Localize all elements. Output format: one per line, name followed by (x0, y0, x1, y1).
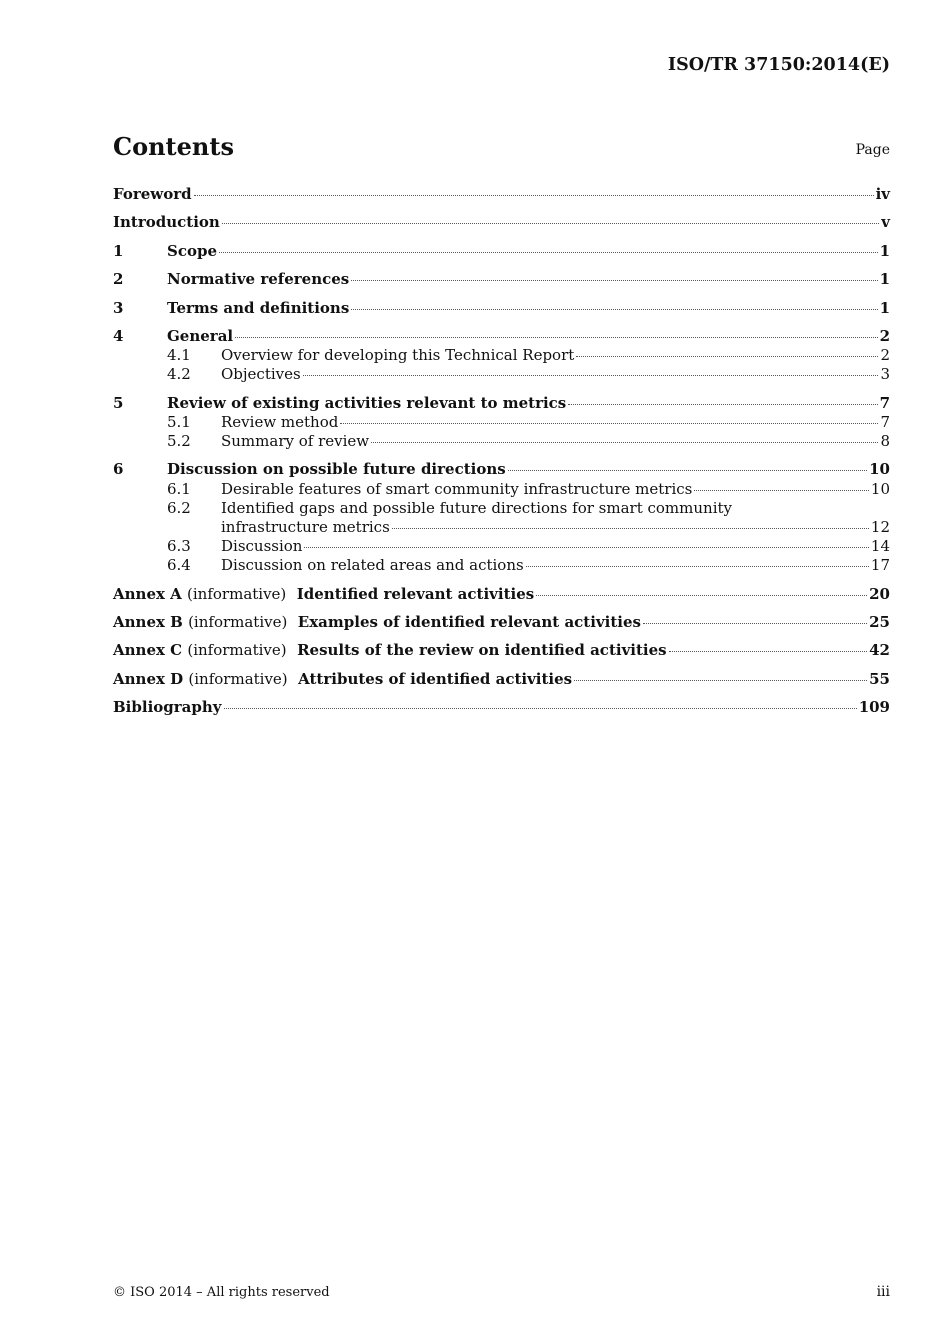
toc-title: Terms and definitions (167, 298, 350, 317)
toc-annex-label: Annex D (113, 669, 184, 688)
toc-entry-overview[interactable] (113, 346, 890, 365)
toc-title: Discussion on possible future directions (167, 460, 506, 479)
footer-copyright: © ISO 2014 – All rights reserved (113, 1285, 330, 1300)
toc-title: Discussion (221, 537, 303, 556)
toc-entry-scope[interactable] (113, 242, 890, 261)
toc-page: v (881, 213, 890, 232)
toc-entry-review-method[interactable] (113, 413, 890, 432)
toc-page: 3 (880, 365, 890, 384)
toc-page: 2 (880, 346, 890, 365)
toc-leader (576, 356, 878, 357)
toc-leader (643, 623, 867, 624)
toc-title: Scope (167, 241, 218, 260)
toc-leader (669, 651, 868, 652)
toc-page: 25 (869, 613, 890, 632)
toc-page: 17 (870, 556, 890, 575)
toc-title: Results of the review on identified activities (297, 641, 667, 660)
toc-number: 5.2 (167, 432, 191, 450)
toc-entry-normative-references[interactable] (113, 270, 890, 289)
toc-leader (235, 337, 877, 338)
toc-number: 4 (113, 326, 124, 345)
toc-title: Overview for developing this Technical Report (221, 346, 575, 365)
toc-title: Summary of review (221, 432, 370, 450)
toc-number: 5 (113, 393, 124, 412)
toc-number: 3 (113, 298, 124, 317)
toc-page: 1 (879, 241, 890, 260)
toc-annex-label: Annex B (113, 613, 183, 632)
footer-page-number: iii (876, 1284, 890, 1300)
toc-leader (304, 547, 868, 548)
toc-entry-identified-gaps-continued[interactable] (113, 518, 890, 537)
toc-title: Identified relevant activities (296, 584, 535, 603)
toc-page: 55 (869, 669, 890, 688)
toc-entry-objectives[interactable] (113, 365, 890, 384)
toc-title: Identified gaps and possible future directions for smart community (221, 498, 732, 517)
toc-page: 7 (879, 393, 890, 412)
toc-leader (536, 595, 867, 596)
toc-annex-label: Annex A (113, 584, 182, 603)
toc-number: 4.2 (167, 365, 191, 384)
page-title: Contents (113, 132, 234, 161)
toc-title: Review of existing activities relevant to metrics (167, 393, 567, 412)
toc-leader (224, 708, 857, 709)
toc-entry-annex-a[interactable] (113, 585, 890, 604)
toc-number: 6.3 (167, 537, 191, 556)
toc-leader (351, 309, 877, 310)
toc-leader (371, 442, 878, 443)
toc-leader (340, 423, 878, 424)
toc-number: 6 (113, 460, 124, 479)
toc-entry-annex-b[interactable] (113, 613, 890, 632)
toc-entry-identified-gaps[interactable] (113, 499, 890, 518)
toc-leader (526, 566, 869, 567)
toc-title: Objectives (221, 365, 301, 384)
toc-leader (574, 680, 867, 681)
toc-leader (222, 223, 879, 224)
toc-number: 2 (113, 270, 124, 289)
toc-leader (194, 195, 874, 196)
page-column-label: Page (855, 142, 890, 158)
toc-entry-terms-and-definitions[interactable] (113, 299, 890, 318)
toc-entry-bibliography[interactable] (113, 698, 890, 717)
toc-page: 1 (879, 270, 890, 289)
toc-entry-introduction[interactable] (113, 213, 890, 232)
toc-annex-type: (informative) (188, 613, 288, 632)
toc-page: 8 (880, 432, 890, 450)
toc-title: Review method (221, 412, 339, 431)
toc-page: 12 (870, 517, 890, 536)
toc-page: 42 (869, 641, 890, 660)
table-of-contents (113, 185, 890, 717)
toc-page: 1 (879, 298, 890, 317)
toc-entry-related-areas[interactable] (113, 556, 890, 575)
toc-page: 20 (869, 584, 890, 603)
toc-entry-annex-d[interactable] (113, 670, 890, 689)
toc-number: 6.2 (167, 498, 191, 517)
toc-entry-future-directions[interactable] (113, 460, 890, 479)
toc-number: 5.1 (167, 412, 191, 431)
toc-title: Desirable features of smart community infrastructure metrics (221, 479, 693, 498)
toc-leader (219, 252, 878, 253)
toc-leader (568, 404, 877, 405)
toc-annex-type: (informative) (187, 584, 287, 603)
toc-number: 6.1 (167, 479, 191, 498)
toc-page: iv (875, 185, 890, 203)
toc-leader (303, 375, 879, 376)
document-id: ISO/TR 37150:2014(E) (667, 55, 890, 75)
toc-title: Discussion on related areas and actions (221, 556, 524, 575)
toc-title: infrastructure metrics (221, 517, 390, 536)
toc-title: Foreword (113, 185, 192, 203)
toc-number: 6.4 (167, 556, 191, 575)
toc-title: General (167, 326, 234, 345)
toc-leader (351, 280, 877, 281)
toc-page: 2 (879, 326, 890, 345)
toc-leader (694, 490, 869, 491)
toc-entry-summary-of-review[interactable] (113, 432, 890, 451)
toc-number: 4.1 (167, 346, 191, 365)
toc-page: 7 (880, 412, 890, 431)
toc-title: Introduction (113, 213, 220, 232)
toc-page: 109 (858, 698, 890, 717)
toc-title: Examples of identified relevant activities (297, 613, 641, 632)
toc-leader (508, 470, 867, 471)
toc-page: 10 (869, 460, 890, 479)
toc-title: Normative references (167, 270, 350, 289)
toc-entry-desirable-features[interactable] (113, 480, 890, 499)
toc-entry-discussion[interactable] (113, 537, 890, 556)
toc-annex-label: Annex C (113, 641, 183, 660)
toc-entry-annex-c[interactable] (113, 641, 890, 660)
toc-page: 14 (870, 537, 890, 556)
toc-title: Attributes of identified activities (298, 669, 573, 688)
toc-entry-general[interactable] (113, 327, 890, 346)
toc-leader (392, 528, 869, 529)
toc-annex-type: (informative) (187, 641, 287, 660)
toc-entry-foreword[interactable] (113, 185, 890, 204)
toc-title: Bibliography (113, 698, 222, 717)
toc-annex-type: (informative) (188, 669, 288, 688)
toc-number: 1 (113, 241, 124, 260)
toc-page: 10 (870, 479, 890, 498)
toc-entry-review-existing-activities[interactable] (113, 394, 890, 413)
